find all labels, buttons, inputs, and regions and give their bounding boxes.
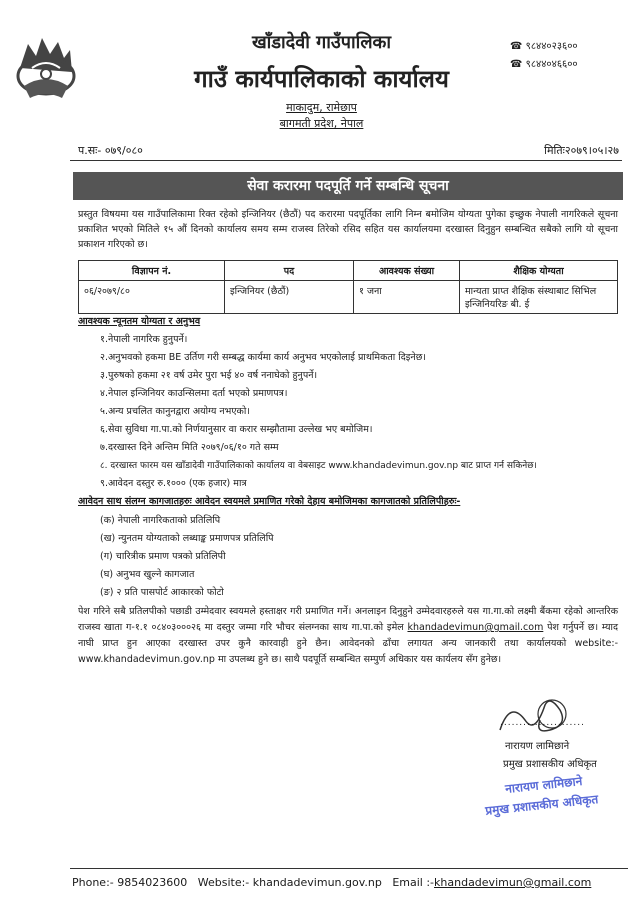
phone-1: ☎ ९८४४०२३६०० xyxy=(510,41,578,52)
list-item: ३.पुरुषको हकमा २१ वर्ष उमेर पुरा भई ४० वर्ष ननाघेको हुनुपर्ने। xyxy=(100,370,318,381)
reference-number: प.सः- ०७९/०८० xyxy=(78,144,143,157)
notice-title-banner: सेवा करारमा पदपूर्ति गर्ने सम्बन्धि सूचना xyxy=(73,172,623,200)
column-header: विज्ञापन नं. xyxy=(79,261,225,281)
address-line-2: बागमती प्रदेश, नेपाल xyxy=(279,117,364,130)
list-item: (घ) अनुभव खुल्ने कागजात xyxy=(100,569,195,580)
list-item: ८. दरखास्त फारम यस खाँडादेवी गाउँपालिकाको कार्यालय वा वेबसाइट www.khandadevimun.gov.np बाट प्राप्त गर्न सकिनेछ। xyxy=(100,461,537,471)
list-item: (ख) न्युनतम योग्यताको लब्धाङ्क प्रमाणपत्र प्रतिलिपि xyxy=(100,533,274,544)
list-item: ९.आवेदन दस्तुर रु.१००० (एक हजार) मात्र xyxy=(100,478,247,489)
table-header-row xyxy=(79,261,618,281)
closing-text-1: पेश गरिने सबै प्रतिलपीको पछाडी उम्मेदवार स्वयमले हस्ताक्षर गरी प्रमाणित गर्ने। अनलाइन दिनुहुने उम्मेदवारहरुले यस गा.गा.को लक्ष्मी बैंकमा रहेको आन्तरिक राजस्व खाता ग-१.१ ०८४०३०००२६ मा दस्तुर जम्मा गरि भौचर संलग्नका साथ गा.पा.को इमेल xyxy=(78,606,618,633)
closing-paragraph xyxy=(78,604,618,668)
table-cell: मान्यता प्राप्त शैक्षिक संस्थाबाट सिभिल इन्जिनियरिङ बी. ई xyxy=(460,281,618,314)
footer-website[interactable]: Website:- khandadevimun.gov.np xyxy=(197,876,382,889)
footer-email[interactable]: khandadevimun@gmail.com xyxy=(434,876,592,889)
email-link[interactable]: khandadevimun@gmail.com xyxy=(407,622,544,633)
list-item: १.नेपाली नागरिक हुनुपर्ने। xyxy=(100,334,188,345)
issue-date: मितिः२०७९।०५।२७ xyxy=(544,144,619,157)
list-item: (क) नेपाली नागरिकताको प्रतिलिपि xyxy=(100,515,221,526)
municipality-name: खाँडादेवी गाउँपालिका xyxy=(251,32,392,53)
documents-heading: आवेदन साथ संलग्न कागजातहरुः आवेदन स्वयमले प्रमाणित गरेको देहाय बमोजिमका कागजातको प्रतिलिपीहरुः- xyxy=(78,496,461,507)
address-line-1: माकादुम, रामेछाप xyxy=(286,101,357,114)
list-item: ६.सेवा सुविधा गा.पा.को निर्णयानुसार वा करार सम्झौतामा उल्लेख भए बमोजिम। xyxy=(100,424,373,435)
table-cell: इन्जिनियर (छैठौं) xyxy=(225,281,354,314)
vacancy-table xyxy=(78,260,618,314)
list-item: ५.अन्य प्रचलित कानुनद्वारा अयोग्य नभएको। xyxy=(100,406,250,417)
footer-phone: Phone:- 9854023600 xyxy=(72,876,188,889)
column-header: आवश्यक संख्या xyxy=(354,261,460,281)
footer-email-label: Email :- xyxy=(392,876,435,889)
list-item: ७.दरखास्त दिने अन्तिम मिति २०७९/०६/१० गते सम्म xyxy=(100,442,279,453)
table-row xyxy=(79,281,618,314)
office-name: गाउँ कार्यपालिकाको कार्यालय xyxy=(194,65,449,93)
signature-line: ...................... xyxy=(500,718,585,728)
requirements-heading: आवश्यक न्यूनतम योग्यता र अनुभव xyxy=(78,316,201,327)
signatory-title: प्रमुख प्रशासकीय अधिकृत xyxy=(503,759,597,770)
phone-2: ☎ ९८४४०४६६०० xyxy=(510,59,578,70)
stamp-title: प्रमुख प्रशासकीय अधिकृत xyxy=(484,792,599,818)
footer xyxy=(72,876,591,889)
list-item: (ग) चारित्रीक प्रमाण पत्रको प्रतिलिपी xyxy=(100,551,226,562)
closing-text-2: पेश गर्नुपर्ने छ। म्याद नाघी प्राप्त हुन आएका दरखास्त उपर कुनै कारवाही हुने छैन। आवेदनको ढाँचा लगायत अन्य जानकारी तथा कार्यालयको website:- www.khandadevimun.gov.np मा उपलब्ध हुने छ। साथै पदपूर्ति सम्बन्धित सम्पुर्ण अधिकार यस कार्यलय सँग हुनेछ। xyxy=(78,622,618,665)
list-item: २.अनुभवको हकमा BE उर्तिण गरी सम्बद्ध कार्यमा कार्य अनुभव भएकोलाई प्राथमिकता दिइनेछ। xyxy=(100,352,426,363)
stamp-name: नारायण लामिछाने xyxy=(504,773,583,796)
column-header: पद xyxy=(225,261,354,281)
footer-divider xyxy=(70,868,628,869)
list-item: ४.नेपाल इन्जिनियर काउन्सिलमा दर्ता भएको प्रमाणपत्र। xyxy=(100,388,288,399)
column-header: शैक्षिक योग्यता xyxy=(460,261,618,281)
table-cell: ०६/२०७९/८० xyxy=(79,281,225,314)
intro-paragraph: प्रस्तुत विषयमा यस गाउँपालिकामा रिक्त रहेको इन्जिनियर (छैठौं) पद करारमा पदपूर्तिका लागि निम्न बमोजिम योग्यता पुगेका इच्छुक नेपाली नागरिकले सूचना प्रकाशित भएको मितिले १५ औं दिनको कार्यालय समय सम्म राजस्व तिरेको रसिद सहित यस कार्यालयमा दरखास्त दिनुहुन सम्बन्धित सबैको लागि यो सूचना प्रकाशन गरिएको छ। xyxy=(78,209,618,250)
header-divider xyxy=(70,160,622,161)
list-item: (ङ) २ प्रति पासपोर्ट आकारको फोटो xyxy=(100,587,224,598)
signatory-name: नारायण लामिछाने xyxy=(505,741,570,752)
table-cell: १ जना xyxy=(354,281,460,314)
